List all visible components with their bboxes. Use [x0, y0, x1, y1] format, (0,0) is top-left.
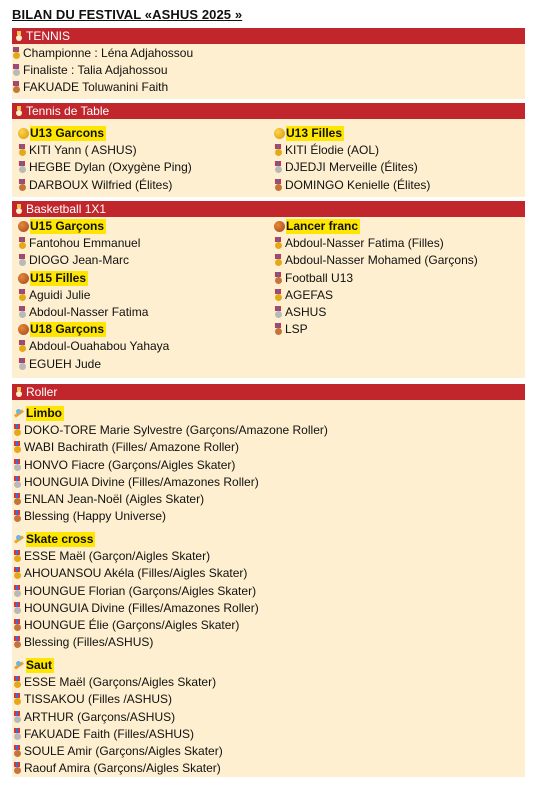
column-u13-garcons	[18, 125, 192, 194]
result-text: AHOUANSOU Akéla (Filles/Aigles Skater)	[24, 566, 248, 581]
result-text: HOUNGUIA Divine (Filles/Amazones Roller)	[24, 474, 259, 489]
result-text: Abdoul-Nasser Mohamed (Garçons)	[285, 253, 478, 268]
medal-icon	[16, 106, 22, 117]
list-item	[274, 270, 478, 287]
bronze-medal-icon	[274, 179, 282, 192]
result-text: HOUNGUE Élie (Garçons/Aigles Skater)	[24, 617, 240, 632]
silver-medal-icon	[13, 602, 21, 615]
list-item	[18, 142, 192, 159]
list-item	[13, 760, 223, 777]
list-item	[18, 235, 169, 252]
list-item	[274, 235, 478, 252]
column-u13-filles	[274, 125, 430, 194]
basketball-icon	[18, 221, 29, 232]
silver-medal-icon	[13, 476, 21, 489]
result-text: Raouf Amira (Garçons/Aigles Skater)	[24, 761, 221, 776]
silver-medal-icon	[12, 64, 20, 77]
gold-medal-icon	[274, 254, 282, 267]
list-item	[18, 304, 169, 321]
silver-medal-icon	[18, 161, 26, 174]
list-item	[13, 565, 259, 582]
list-item	[12, 79, 525, 96]
section-title: Roller	[26, 385, 58, 399]
section-title: Basketball 1X1	[26, 202, 107, 216]
list-item	[18, 252, 169, 269]
result-text: FAKUADE Toluwanini Faith	[23, 80, 169, 95]
result-text: HOUNGUE Florian (Garçons/Aigles Skater)	[24, 583, 257, 598]
result-text: HEGBE Dylan (Oxygène Ping)	[29, 160, 192, 175]
category-text: Skate cross	[26, 532, 94, 547]
silver-medal-icon	[274, 161, 282, 174]
result-text: Football U13	[285, 270, 354, 285]
list-item	[18, 287, 169, 304]
gold-medal-icon	[13, 567, 21, 580]
list-item	[18, 159, 192, 176]
medal-icon	[16, 31, 22, 42]
list-item	[13, 600, 259, 617]
result-text: ASHUS	[285, 304, 327, 319]
result-text: ENLAN Jean-Noël (Aigles Skater)	[24, 491, 205, 506]
result-text: Abdoul-Ouahabou Yahaya	[29, 339, 170, 354]
result-text: DOKO-TORE Marie Sylvestre (Garçons/Amazone Roller)	[24, 423, 328, 438]
column-lancer-franc	[274, 218, 478, 338]
list-item	[13, 726, 223, 743]
section-basketball	[12, 201, 525, 378]
section-body-tennis-table	[12, 119, 525, 197]
list-item	[13, 617, 259, 634]
list-item	[274, 304, 478, 321]
ping-pong-icon	[18, 128, 29, 139]
category-label	[18, 270, 169, 287]
section-tennis	[12, 28, 525, 99]
gold-medal-icon	[274, 237, 282, 250]
category-label	[13, 657, 223, 674]
result-text: FAKUADE Faith (Filles/ASHUS)	[24, 726, 195, 741]
result-text: LSP	[285, 322, 308, 337]
list-item	[13, 457, 328, 474]
list-item	[13, 422, 328, 439]
category-text: U15 Garçons	[30, 219, 105, 234]
gold-medal-icon	[13, 693, 21, 706]
medal-icon	[16, 387, 22, 398]
medal-icon	[16, 204, 22, 215]
result-text: Finaliste : Talia Adjahossou	[23, 63, 168, 78]
category-text: Lancer franc	[286, 219, 359, 234]
category-label	[18, 125, 192, 142]
gold-medal-icon	[18, 289, 26, 302]
list-item	[13, 439, 328, 456]
section-header-tennis	[12, 28, 525, 44]
result-text: Abdoul-Nasser Fatima (Filles)	[285, 236, 444, 251]
silver-medal-icon	[13, 711, 21, 724]
list-item	[13, 634, 259, 651]
result-text: HOUNGUIA Divine (Filles/Amazones Roller)	[24, 600, 259, 615]
skate-icon	[13, 660, 25, 671]
result-text: WABI Bachirath (Filles/ Amazone Roller)	[24, 440, 239, 455]
category-text: Limbo	[26, 406, 62, 421]
result-text: KITI Élodie (AOL)	[285, 143, 380, 158]
result-text: Abdoul-Nasser Fatima	[29, 304, 149, 319]
list-item	[18, 356, 169, 373]
skate-icon	[13, 534, 25, 545]
bronze-medal-icon	[13, 510, 21, 523]
result-text: DOMINGO Kenielle (Élites)	[285, 177, 431, 192]
bronze-medal-icon	[13, 745, 21, 758]
bronze-medal-icon	[274, 272, 282, 285]
result-text: Blessing (Happy Universe)	[24, 509, 167, 524]
gold-medal-icon	[13, 424, 21, 437]
basketball-icon	[18, 273, 29, 284]
result-text: ESSE Maël (Garçons/Aigles Skater)	[24, 675, 217, 690]
silver-medal-icon	[13, 459, 21, 472]
ping-pong-icon	[274, 128, 285, 139]
skate-icon	[13, 408, 25, 419]
list-item	[13, 674, 223, 691]
category-label	[274, 125, 430, 142]
group-saut	[13, 657, 223, 777]
silver-medal-icon	[13, 585, 21, 598]
category-text: U15 Filles	[30, 270, 87, 285]
result-text: TISSAKOU (Filles /ASHUS)	[24, 692, 173, 707]
list-item	[274, 159, 430, 176]
bronze-medal-icon	[13, 636, 21, 649]
bronze-medal-icon	[13, 762, 21, 775]
category-label	[13, 405, 328, 422]
section-tennis-table	[12, 103, 525, 197]
result-text: DIOGO Jean-Marc	[29, 253, 130, 268]
list-item	[13, 583, 259, 600]
category-text: Saut	[26, 658, 53, 673]
gold-medal-icon	[18, 237, 26, 250]
list-item	[12, 62, 525, 79]
basketball-icon	[18, 324, 29, 335]
result-text: HONVO Fiacre (Garçons/Aigles Skater)	[24, 457, 236, 472]
section-body-basketball	[12, 217, 525, 378]
result-text: Fantohou Emmanuel	[29, 236, 141, 251]
list-item	[18, 338, 169, 355]
gold-medal-icon	[18, 340, 26, 353]
bronze-medal-icon	[274, 323, 282, 336]
list-item	[274, 321, 478, 338]
section-body-roller	[12, 400, 525, 777]
list-item	[274, 252, 478, 269]
result-text: AGEFAS	[285, 287, 334, 302]
category-label	[13, 531, 259, 548]
list-item	[13, 474, 328, 491]
section-header-basketball	[12, 201, 525, 217]
result-text: Blessing (Filles/ASHUS)	[24, 635, 154, 650]
gold-medal-icon	[18, 144, 26, 157]
section-header-roller	[12, 384, 525, 400]
group-limbo	[13, 405, 328, 525]
gold-medal-icon	[13, 441, 21, 454]
result-text: DARBOUX Wilfried (Élites)	[29, 177, 173, 192]
group-skate-cross	[13, 531, 259, 651]
silver-medal-icon	[18, 306, 26, 319]
silver-medal-icon	[18, 358, 26, 371]
list-item	[13, 491, 328, 508]
result-text: DJEDJI Merveille (Élites)	[285, 160, 418, 175]
category-label	[18, 321, 169, 338]
category-text: U13 Filles	[286, 126, 343, 141]
list-item	[13, 743, 223, 760]
bronze-medal-icon	[18, 179, 26, 192]
result-text: ARTHUR (Garçons/ASHUS)	[24, 709, 176, 724]
bronze-medal-icon	[12, 81, 20, 94]
gold-medal-icon	[12, 47, 20, 60]
bronze-medal-icon	[13, 493, 21, 506]
result-text: SOULE Amir (Garçons/Aigles Skater)	[24, 743, 223, 758]
section-body-tennis	[12, 44, 525, 99]
category-label	[18, 218, 169, 235]
silver-medal-icon	[13, 728, 21, 741]
list-item	[274, 287, 478, 304]
list-item	[274, 142, 430, 159]
gold-medal-icon	[274, 144, 282, 157]
result-text: ESSE Maël (Garçon/Aigles Skater)	[24, 549, 211, 564]
list-item	[13, 548, 259, 565]
basketball-icon	[274, 221, 285, 232]
list-item	[13, 691, 223, 708]
category-text: U18 Garçons	[30, 322, 105, 337]
result-text: Aguidi Julie	[29, 287, 91, 302]
list-item	[18, 177, 192, 194]
page-title: BILAN DU FESTIVAL «ASHUS 2025 »	[12, 7, 243, 22]
result-text: KITI Yann ( ASHUS)	[29, 143, 137, 158]
column-basketball-left	[18, 218, 169, 373]
list-item	[274, 177, 430, 194]
section-title: Tennis de Table	[26, 104, 110, 118]
gold-medal-icon	[13, 550, 21, 563]
list-item	[13, 508, 328, 525]
section-header-tennis-table	[12, 103, 525, 119]
list-item	[12, 45, 525, 62]
section-title: TENNIS	[26, 29, 71, 43]
silver-medal-icon	[18, 254, 26, 267]
gold-medal-icon	[13, 676, 21, 689]
category-label	[274, 218, 478, 235]
category-text: U13 Garcons	[30, 126, 105, 141]
result-text: Championne : Léna Adjahossou	[23, 46, 194, 60]
section-roller	[12, 384, 525, 777]
bronze-medal-icon	[13, 619, 21, 632]
gold-medal-icon	[274, 289, 282, 302]
result-text: EGUEH Jude	[29, 356, 102, 371]
silver-medal-icon	[274, 306, 282, 319]
list-item	[13, 709, 223, 726]
